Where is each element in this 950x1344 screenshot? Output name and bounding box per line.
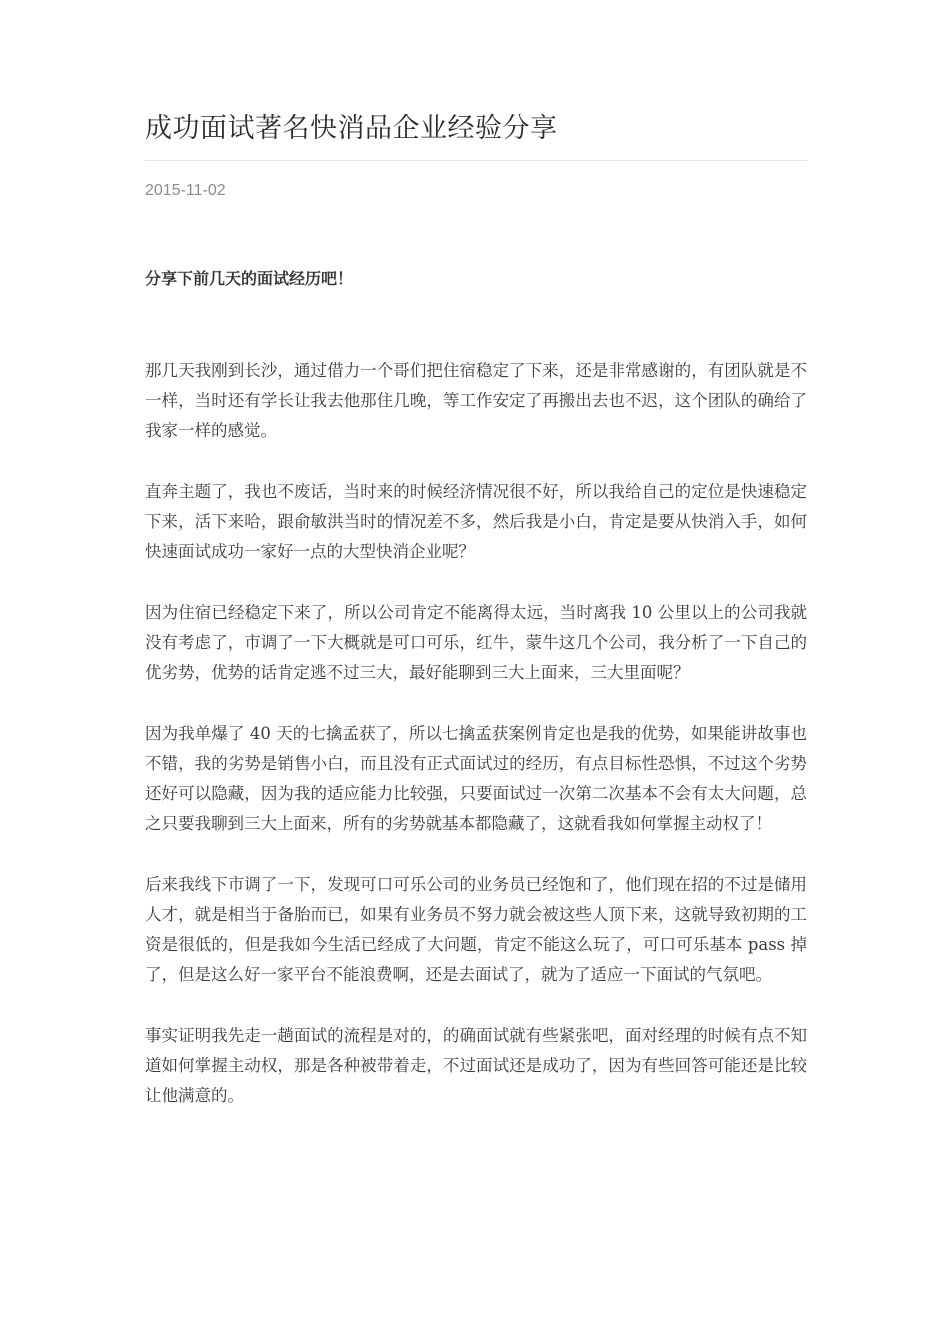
paragraph: 直奔主题了，我也不废话，当时来的时候经济情况很不好，所以我给自己的定位是快速稳定下来，活下来哈，跟俞敏洪当时的情况差不多，然后我是小白，肯定是要从快消入手，如何快速面试成功一家好一点的大型快消企业呢？ [145,482,807,561]
article-title: 成功面试著名快消品企业经验分享 [145,110,807,161]
paragraph: 事实证明我先走一趟面试的流程是对的，的确面试就有些紧张吧，面对经理的时候有点不知道如何掌握主动权，那是各种被带着走，不过面试还是成功了，因为有些回答可能还是比较让他满意的。 [145,1026,807,1105]
article [145,110,807,1111]
publish-date: 2015-11-02 [145,182,226,199]
article-subheading: 分享下前几天的面试经历吧！ [145,269,354,288]
paragraph: 因为我单爆了 40 天的七擒孟获了，所以七擒孟获案例肯定也是我的优势，如果能讲故事也不错，我的劣势是销售小白，而且没有正式面试过的经历，有点目标性恐惧，不过这个劣势还好可以隐藏，因为我的适应能力比较强，只要面试过一次第二次基本不会有太大问题，总之只要我聊到三大上面来，所有的劣势就基本都隐藏了，这就看我如何掌握主动权了！ [145,724,807,833]
paragraph: 后来我线下市调了一下，发现可口可乐公司的业务员已经饱和了，他们现在招的不过是储用人才，就是相当于备胎而已，如果有业务员不努力就会被这些人顶下来，这就导致初期的工资是很低的，但是我如今生活已经成了大问题，肯定不能这么玩了，可口可乐基本 pass 掉了，但是这么好一家平台不能浪费啊，还是去面试了，就为了适应一下面试的气氛吧。 [145,875,807,984]
paragraph: 那几天我刚到长沙，通过借力一个哥们把住宿稳定了下来，还是非常感谢的，有团队就是不一样，当时还有学长让我去他那住几晚，等工作安定了再搬出去也不迟，这个团队的确给了我家一样的感觉。 [145,361,807,440]
paragraph: 因为住宿已经稳定下来了，所以公司肯定不能离得太远，当时离我 10 公里以上的公司我就没有考虑了，市调了一下大概就是可口可乐，红牛，蒙牛这几个公司，我分析了一下自己的优劣势，优势的话肯定逃不过三大，最好能聊到三大上面来，三大里面呢？ [145,603,807,682]
